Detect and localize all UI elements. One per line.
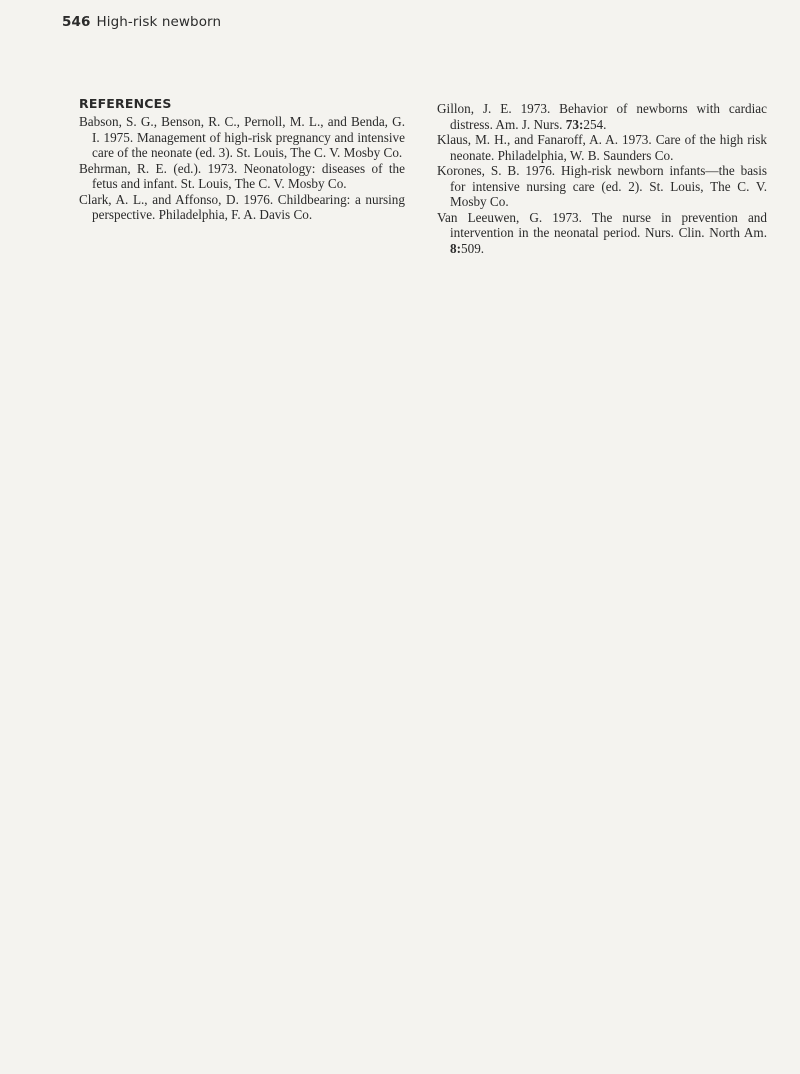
running-header: [62, 14, 221, 30]
references-right-column: [437, 101, 767, 256]
page-number: 546: [62, 14, 91, 30]
running-title: High-risk newborn: [96, 14, 222, 30]
reference-volume: 8:: [450, 240, 461, 256]
reference-pages: 254.: [583, 116, 607, 132]
references-heading: REFERENCES: [79, 96, 172, 111]
reference-entry: [437, 101, 767, 132]
reference-entry: [437, 132, 767, 163]
reference-entry: Behrman, R. E. (ed.). 1973. Neonatology: diseases of the fetus and infant. St. Louis, The C. V. Mosby Co.: [79, 160, 405, 191]
reference-volume: 73:: [565, 116, 584, 132]
reference-entry: [437, 210, 767, 257]
reference-entry: Babson, S. G., Benson, R. C., Pernoll, M. L., and Benda, G. I. 1975. Management of high-risk pregnancy and intensive care of the neonate (ed. 3). St. Louis, The C. V. Mosby Co.: [79, 114, 405, 160]
reference-text: Van Leeuwen, G. 1973. The nurse in prevention and intervention in the neonatal period. Nurs. Clin. North Am.: [437, 209, 767, 240]
reference-entry: [437, 163, 767, 210]
reference-entry: Clark, A. L., and Affonso, D. 1976. Childbearing: a nursing perspective. Philadelphia, F. A. Davis Co.: [79, 191, 405, 222]
reference-pages: 509.: [461, 240, 485, 256]
reference-text: Klaus, M. H., and Fanaroff, A. A. 1973. Care of the high risk neonate. Philadelphia, W. B. Saunders Co.: [437, 132, 767, 163]
reference-text: Gillon, J. E. 1973. Behavior of newborns with cardiac distress. Am. J. Nurs.: [437, 101, 767, 132]
references-left-column: [79, 96, 405, 223]
reference-text: Korones, S. B. 1976. High-risk newborn infants—the basis for intensive nursing care (ed. 2). St. Louis, The C. V. Mosby Co.: [437, 163, 767, 209]
